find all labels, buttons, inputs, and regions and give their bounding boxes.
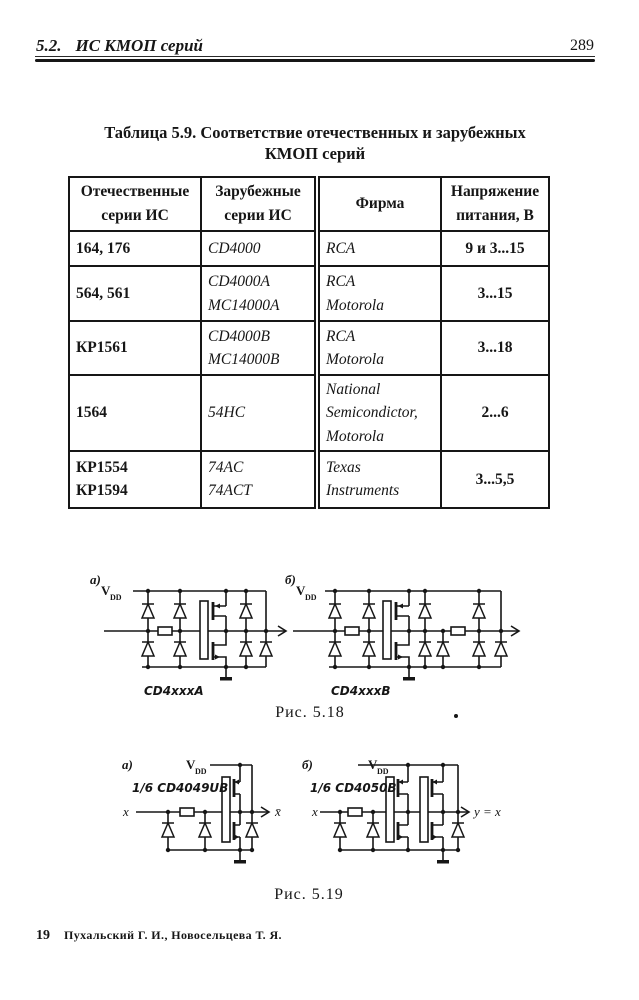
cmos-series-table bbox=[68, 176, 550, 509]
cell-domestic: 164, 176 bbox=[69, 231, 201, 266]
ink-dot bbox=[454, 714, 458, 718]
figure-caption-5-19: Рис. 5.19 bbox=[274, 886, 344, 903]
cell-domestic: 1564 bbox=[69, 375, 201, 451]
subfigure-label-a: а) bbox=[122, 757, 133, 772]
cell-foreign: 74AC 74ACT bbox=[201, 451, 317, 508]
gate-electrode bbox=[420, 777, 428, 842]
ground-symbol bbox=[437, 860, 449, 864]
page-number: 289 bbox=[570, 37, 594, 54]
gate-electrode bbox=[383, 601, 391, 659]
vdd-subscript: DD bbox=[305, 593, 317, 602]
table-header-row bbox=[69, 177, 549, 231]
section-number: 5.2. bbox=[36, 36, 62, 55]
cell-firm: RCA bbox=[317, 231, 441, 266]
running-head bbox=[36, 36, 594, 58]
col-header-domestic: Отечественные серии ИС bbox=[69, 177, 201, 231]
table-row bbox=[69, 266, 549, 321]
cell-domestic: КР1554 КР1594 bbox=[69, 451, 201, 508]
subfigure-label-b: б) bbox=[302, 757, 313, 772]
col-header-firm: Фирма bbox=[317, 177, 441, 231]
table-row bbox=[69, 375, 549, 451]
vdd-label: V bbox=[101, 583, 111, 598]
cell-domestic: КР1561 bbox=[69, 321, 201, 375]
col-header-foreign: Зарубежные серии ИС bbox=[201, 177, 317, 231]
table-row bbox=[69, 321, 549, 375]
authors: Пухальский Г. И., Новосельцева Т. Я. bbox=[64, 928, 282, 942]
chapter-title: ИС КМОП серий bbox=[75, 36, 203, 55]
ground-symbol bbox=[234, 860, 246, 864]
ground-symbol bbox=[220, 677, 232, 681]
input-label-x: x bbox=[123, 804, 129, 819]
circuit-diagram-cd4050b bbox=[298, 752, 543, 882]
input-label-x: x bbox=[312, 804, 318, 819]
subfigure-label-a: а) bbox=[90, 572, 101, 587]
chip-label-cd4xxxB: CD4xxxB bbox=[331, 684, 391, 698]
table-title-line2: КМОП серий bbox=[264, 144, 366, 164]
footer bbox=[36, 926, 282, 944]
table-title bbox=[58, 122, 572, 165]
cell-voltage: 9 и 3...15 bbox=[441, 231, 549, 266]
vdd-subscript: DD bbox=[110, 593, 122, 602]
table-row bbox=[69, 451, 549, 508]
vdd-label: V bbox=[296, 583, 306, 598]
vdd-label: V bbox=[186, 757, 196, 772]
resistor-symbol bbox=[158, 627, 172, 635]
cell-firm: National Semicondictor, Motorola bbox=[317, 375, 441, 451]
vdd-subscript: DD bbox=[195, 767, 207, 776]
resistor-symbol bbox=[345, 627, 359, 635]
subfigure-label-b: б) bbox=[285, 572, 296, 587]
cell-voltage: 3...5,5 bbox=[441, 451, 549, 508]
cell-domestic: 564, 561 bbox=[69, 266, 201, 321]
head-rule-thin bbox=[35, 56, 595, 57]
cell-firm: RCA Motorola bbox=[317, 266, 441, 321]
chip-label-cd4050b: 1/6 CD4050B bbox=[310, 781, 397, 795]
resistor-symbol bbox=[348, 808, 362, 816]
output-label-x-bar: x̄ bbox=[275, 804, 281, 819]
resistor-symbol bbox=[180, 808, 194, 816]
col-header-voltage: Напряжение питания, В bbox=[441, 177, 549, 231]
vdd-subscript: DD bbox=[377, 767, 389, 776]
head-rule bbox=[35, 59, 595, 62]
cell-foreign: CD4000 bbox=[201, 231, 317, 266]
table-title-line1: Таблица 5.9. Соответствие отечественных и зарубежных bbox=[104, 123, 526, 142]
signature-number: 19 bbox=[36, 928, 50, 943]
output-label-y-equals-x: y = x bbox=[474, 804, 501, 819]
circuit-diagram-cd4xxxA bbox=[88, 570, 303, 705]
cell-voltage: 2...6 bbox=[441, 375, 549, 451]
cell-firm: Texas Instruments bbox=[317, 451, 441, 508]
chip-label-cd4049ub: 1/6 CD4049UB bbox=[132, 781, 229, 795]
cell-foreign: 54HC bbox=[201, 375, 317, 451]
circuit-diagram-cd4049ub bbox=[118, 752, 308, 882]
cell-foreign: CD4000A MC14000A bbox=[201, 266, 317, 321]
table-row bbox=[69, 231, 549, 266]
figure-caption-5-18: Рис. 5.18 bbox=[275, 704, 345, 721]
resistor-symbol bbox=[451, 627, 465, 635]
cell-firm: RCA Motorola bbox=[317, 321, 441, 375]
circuit-diagram-cd4xxxB bbox=[283, 570, 538, 705]
cell-voltage: 3...15 bbox=[441, 266, 549, 321]
gate-electrode bbox=[200, 601, 208, 659]
vdd-label: V bbox=[368, 757, 378, 772]
cell-voltage: 3...18 bbox=[441, 321, 549, 375]
cell-foreign: CD4000B MC14000B bbox=[201, 321, 317, 375]
ground-symbol bbox=[403, 677, 415, 681]
chip-label-cd4xxxA: CD4xxxA bbox=[144, 684, 204, 698]
